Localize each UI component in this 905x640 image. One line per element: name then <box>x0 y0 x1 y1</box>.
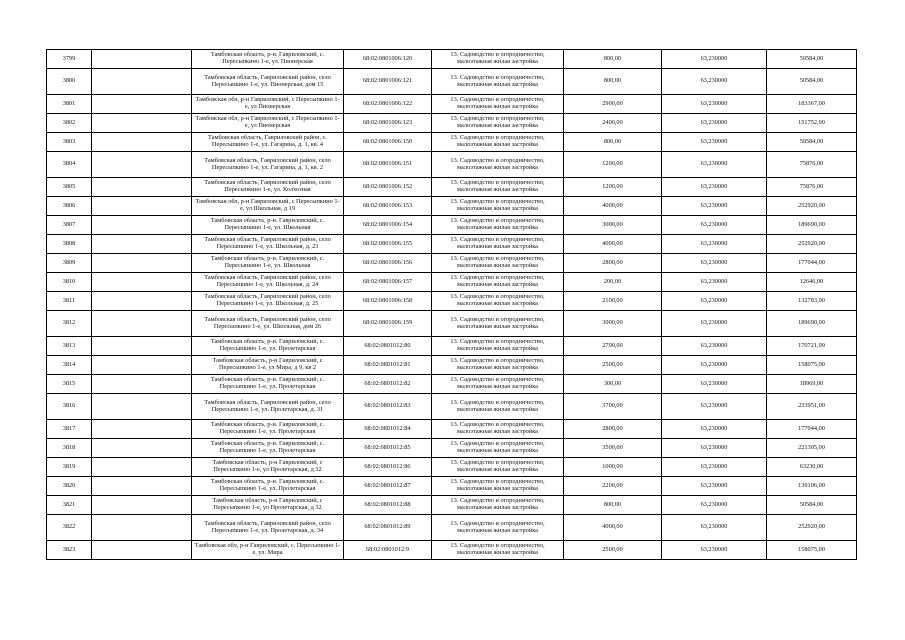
cell-blank <box>92 420 192 439</box>
cell-land-use: 13. Садоводство и огородничество, малоэтажная жилая застройка <box>432 178 564 197</box>
cell-specific-value: 63,230000 <box>662 133 767 152</box>
cell-specific-value: 63,230000 <box>662 394 767 420</box>
cell-area: 2800,00 <box>564 420 662 439</box>
cell-address: Тамбовская область, Гавриловский район, село Пересыпкино 1-е, ул. Колхозная <box>192 178 344 197</box>
cell-blank <box>92 197 192 216</box>
cell-cadastral-value: 170721,00 <box>767 337 857 356</box>
cell-row-number: 3808 <box>47 235 92 254</box>
cell-blank <box>92 394 192 420</box>
cell-blank <box>92 50 192 69</box>
cell-land-use: 13. Садоводство и огородничество, малоэтажная жилая застройка <box>432 515 564 541</box>
cell-cadastral-number: 68:02:0801006:158 <box>344 292 432 311</box>
cell-cadastral-number: 68:02:0801012:81 <box>344 356 432 375</box>
cell-land-use: 13. Садоводство и огородничество, малоэтажная жилая застройка <box>432 541 564 560</box>
cell-row-number: 3815 <box>47 375 92 394</box>
cell-cadastral-value: 158075,00 <box>767 541 857 560</box>
cell-cadastral-number: 68:02:0801012:88 <box>344 496 432 515</box>
cell-cadastral-number: 68:02:0801012:9 <box>344 541 432 560</box>
cell-area: 300,00 <box>564 375 662 394</box>
cell-area: 4000,00 <box>564 235 662 254</box>
cell-land-use: 13. Садоводство и огородничество, малоэтажная жилая застройка <box>432 394 564 420</box>
cell-cadastral-number: 68:02:0801012:89 <box>344 515 432 541</box>
cell-area: 3500,00 <box>564 439 662 458</box>
cell-blank <box>92 439 192 458</box>
cell-specific-value: 63,230000 <box>662 439 767 458</box>
cell-area: 4000,00 <box>564 197 662 216</box>
cell-row-number: 3822 <box>47 515 92 541</box>
cell-row-number: 3816 <box>47 394 92 420</box>
table-row <box>47 114 857 133</box>
cell-address: Тамбовская обл, р-н Гавриловский, с Пересыпкино 1-е, ул Школьная, д 19 <box>192 197 344 216</box>
cell-cadastral-number: 68:02:0801006:120 <box>344 50 432 69</box>
cell-cadastral-number: 68:02:0801006:152 <box>344 178 432 197</box>
cadastral-value-table <box>46 49 857 560</box>
cell-land-use: 13. Садоводство и огородничество, малоэтажная жилая застройка <box>432 311 564 337</box>
cell-area: 800,00 <box>564 69 662 95</box>
cell-specific-value: 63,230000 <box>662 420 767 439</box>
cell-row-number: 3812 <box>47 311 92 337</box>
cell-address: Тамбовская область, р-н Гавриловский, с Пересыпкино 1-е, ул Пролетарская, д 32 <box>192 458 344 477</box>
cell-land-use: 13. Садоводство и огородничество, малоэтажная жилая застройка <box>432 477 564 496</box>
cell-land-use: 13. Садоводство и огородничество, малоэтажная жилая застройка <box>432 114 564 133</box>
cell-area: 1200,00 <box>564 152 662 178</box>
cell-cadastral-number: 68:02:0801012:80 <box>344 337 432 356</box>
cell-blank <box>92 375 192 394</box>
cell-row-number: 3802 <box>47 114 92 133</box>
table-row <box>47 178 857 197</box>
cell-area: 2500,00 <box>564 356 662 375</box>
cell-blank <box>92 541 192 560</box>
table-row <box>47 515 857 541</box>
cell-blank <box>92 69 192 95</box>
cell-cadastral-value: 183367,00 <box>767 95 857 114</box>
cell-land-use: 13. Садоводство и огородничество, малоэтажная жилая застройка <box>432 235 564 254</box>
cell-blank <box>92 337 192 356</box>
cell-specific-value: 63,230000 <box>662 515 767 541</box>
cell-blank <box>92 356 192 375</box>
table-row <box>47 496 857 515</box>
cell-cadastral-number: 68:02:0801012:83 <box>344 394 432 420</box>
cell-cadastral-number: 68:02:0801006:153 <box>344 197 432 216</box>
table-row <box>47 394 857 420</box>
cell-cadastral-value: 158075,00 <box>767 356 857 375</box>
cell-cadastral-number: 68:02:0801012:85 <box>344 439 432 458</box>
cell-blank <box>92 254 192 273</box>
cell-cadastral-value: 75876,00 <box>767 178 857 197</box>
cell-cadastral-number: 68:02:0801006:122 <box>344 95 432 114</box>
table-row <box>47 292 857 311</box>
cell-area: 2100,00 <box>564 292 662 311</box>
cell-land-use: 13. Садоводство и огородничество, малоэтажная жилая застройка <box>432 197 564 216</box>
cell-address: Тамбовская обл, р-н Гавриловский, с Пересыпкино 1-е, ул Пионерская <box>192 114 344 133</box>
cell-area: 2200,00 <box>564 477 662 496</box>
cell-row-number: 3810 <box>47 273 92 292</box>
cell-address: Тамбовская область, р-н. Гавриловский, с. Пересыпкино 1-е, ул. Пролетарская <box>192 375 344 394</box>
cell-specific-value: 63,230000 <box>662 477 767 496</box>
cell-address: Тамбовская область, р-н. Гавриловский, с. Пересыпкино 1-е, ул. Пролетарская <box>192 477 344 496</box>
cell-specific-value: 63,230000 <box>662 50 767 69</box>
cell-cadastral-number: 68:02:0801006:154 <box>344 216 432 235</box>
cell-area: 2500,00 <box>564 541 662 560</box>
cell-cadastral-value: 63230,00 <box>767 458 857 477</box>
table-row <box>47 69 857 95</box>
cell-blank <box>92 178 192 197</box>
table-row <box>47 235 857 254</box>
cell-row-number: 3823 <box>47 541 92 560</box>
cell-address: Тамбовская область, р-н. Гавриловский, с. Пересыпкино 1-е, ул. Пролетарская <box>192 420 344 439</box>
cell-address: Тамбовская область, р-н. Гавриловский, с. Пересыпкино 1-е, ул. Пролетарская <box>192 439 344 458</box>
cell-blank <box>92 292 192 311</box>
cell-area: 3000,00 <box>564 216 662 235</box>
cell-blank <box>92 515 192 541</box>
cell-area: 3000,00 <box>564 311 662 337</box>
table-row <box>47 311 857 337</box>
cell-cadastral-value: 50584,00 <box>767 496 857 515</box>
table-row <box>47 273 857 292</box>
cell-blank <box>92 311 192 337</box>
cell-land-use: 13. Садоводство и огородничество, малоэтажная жилая застройка <box>432 254 564 273</box>
cell-row-number: 3811 <box>47 292 92 311</box>
cell-cadastral-value: 50584,00 <box>767 133 857 152</box>
cell-land-use: 13. Садоводство и огородничество, малоэтажная жилая застройка <box>432 496 564 515</box>
cell-address: Тамбовская обл, р-н Гавриловский, с. Пересыпкино 1-е, ул. Мира <box>192 541 344 560</box>
cell-area: 800,00 <box>564 50 662 69</box>
cell-cadastral-value: 50584,00 <box>767 50 857 69</box>
cell-blank <box>92 216 192 235</box>
cell-cadastral-value: 12646,00 <box>767 273 857 292</box>
cell-land-use: 13. Садоводство и огородничество, малоэтажная жилая застройка <box>432 375 564 394</box>
cell-address: Тамбовская область, Гавриловский район, село Пересыпкино 1-е, ул. Школьная, д. 23 <box>192 235 344 254</box>
cell-row-number: 3807 <box>47 216 92 235</box>
cell-specific-value: 63,230000 <box>662 95 767 114</box>
table-row <box>47 337 857 356</box>
cell-land-use: 13. Садоводство и огородничество, малоэтажная жилая застройка <box>432 50 564 69</box>
cell-blank <box>92 235 192 254</box>
cell-specific-value: 63,230000 <box>662 216 767 235</box>
cell-row-number: 3804 <box>47 152 92 178</box>
cell-land-use: 13. Садоводство и огородничество, малоэтажная жилая застройка <box>432 420 564 439</box>
cell-cadastral-number: 68:02:0801006:155 <box>344 235 432 254</box>
cell-area: 200,00 <box>564 273 662 292</box>
cell-address: Тамбовская область, р-н. Гавриловский, с. Пересыпкино 1-е, ул. Школьная <box>192 254 344 273</box>
cell-cadastral-value: 252920,00 <box>767 197 857 216</box>
cell-area: 2900,00 <box>564 95 662 114</box>
cell-cadastral-number: 68:02:0801012:87 <box>344 477 432 496</box>
cell-address: Тамбовская область, Гавриловский район, село Пересыпкино 1-е, ул. Гагарина, д. 1, кв. 2 <box>192 152 344 178</box>
cell-specific-value: 63,230000 <box>662 496 767 515</box>
cell-blank <box>92 273 192 292</box>
cell-address: Тамбовская область, Гавриловский район, село Пересыпкино 1-е, ул. Школьная, дом 26 <box>192 311 344 337</box>
table-row <box>47 50 857 69</box>
table-row <box>47 477 857 496</box>
cell-blank <box>92 152 192 178</box>
table-row <box>47 420 857 439</box>
table-row <box>47 439 857 458</box>
cell-cadastral-number: 68:02:0801012:86 <box>344 458 432 477</box>
cell-row-number: 3814 <box>47 356 92 375</box>
cell-specific-value: 63,230000 <box>662 235 767 254</box>
cell-address: Тамбовская область, р-н Гавриловский, с Пересыпкино 1-е, ул Мира, д 9, кв 2 <box>192 356 344 375</box>
cell-row-number: 3800 <box>47 69 92 95</box>
cell-address: Тамбовская область, р-н Гавриловский, с Пересыпкино 1-е, ул Пролетарская, д 32 <box>192 496 344 515</box>
cell-address: Тамбовская область, Гавриловский район, с. Пересыпкино 1-е, ул. Гагарина, д. 1, кв. 4 <box>192 133 344 152</box>
cell-cadastral-number: 68:02:0801006:121 <box>344 69 432 95</box>
cell-cadastral-number: 68:02:0801006:123 <box>344 114 432 133</box>
document-page <box>46 49 856 560</box>
cell-cadastral-number: 68:02:0801012:82 <box>344 375 432 394</box>
cell-address: Тамбовская обл, р-н Гавриловский, с Пересыпкино 1-е, ул Пионерская <box>192 95 344 114</box>
cell-cadastral-value: 189690,00 <box>767 311 857 337</box>
cell-blank <box>92 95 192 114</box>
cell-row-number: 3799 <box>47 50 92 69</box>
cell-cadastral-value: 233951,00 <box>767 394 857 420</box>
table-row <box>47 95 857 114</box>
cell-land-use: 13. Садоводство и огородничество, малоэтажная жилая застройка <box>432 439 564 458</box>
cell-cadastral-value: 189690,00 <box>767 216 857 235</box>
cell-land-use: 13. Садоводство и огородничество, малоэтажная жилая застройка <box>432 69 564 95</box>
cell-row-number: 3809 <box>47 254 92 273</box>
cell-blank <box>92 114 192 133</box>
cell-specific-value: 63,230000 <box>662 458 767 477</box>
cell-cadastral-value: 50584,00 <box>767 69 857 95</box>
cell-cadastral-value: 252920,00 <box>767 235 857 254</box>
cell-address: Тамбовская область, р-н. Гавриловский, с. Пересыпкино 1-е, ул. Школьная <box>192 216 344 235</box>
table-row <box>47 356 857 375</box>
cell-specific-value: 63,230000 <box>662 69 767 95</box>
cell-address: Тамбовская область, Гавриловский район, село Пересыпкино 1-е, ул. Школьная, д. 24 <box>192 273 344 292</box>
cell-land-use: 13. Садоводство и огородничество, малоэтажная жилая застройка <box>432 95 564 114</box>
cell-cadastral-number: 68:02:0801012:84 <box>344 420 432 439</box>
cell-specific-value: 63,230000 <box>662 178 767 197</box>
cell-land-use: 13. Садоводство и огородничество, малоэтажная жилая застройка <box>432 356 564 375</box>
table-row <box>47 152 857 178</box>
cell-row-number: 3805 <box>47 178 92 197</box>
cell-area: 800,00 <box>564 496 662 515</box>
cell-specific-value: 63,230000 <box>662 197 767 216</box>
cell-specific-value: 63,230000 <box>662 541 767 560</box>
cell-cadastral-value: 177044,00 <box>767 254 857 273</box>
cell-land-use: 13. Садоводство и огородничество, малоэтажная жилая застройка <box>432 337 564 356</box>
table-row <box>47 541 857 560</box>
cell-cadastral-number: 68:02:0801006:156 <box>344 254 432 273</box>
cell-address: Тамбовская область, Гавриловский район, село Пересыпкино 1-е, ул. Школьная, д. 25 <box>192 292 344 311</box>
cell-address: Тамбовская область, Гавриловский район, село Пересыпкино 1-е, ул. Пролетарская, д. 31 <box>192 394 344 420</box>
cell-area: 2400,00 <box>564 114 662 133</box>
cell-blank <box>92 133 192 152</box>
cell-specific-value: 63,230000 <box>662 292 767 311</box>
cell-row-number: 3803 <box>47 133 92 152</box>
cell-cadastral-value: 18969,00 <box>767 375 857 394</box>
cell-specific-value: 63,230000 <box>662 311 767 337</box>
cell-land-use: 13. Садоводство и огородничество, малоэтажная жилая застройка <box>432 458 564 477</box>
cell-specific-value: 63,230000 <box>662 273 767 292</box>
cell-blank <box>92 496 192 515</box>
cell-row-number: 3806 <box>47 197 92 216</box>
cell-row-number: 3817 <box>47 420 92 439</box>
table-body <box>47 50 857 560</box>
table-row <box>47 254 857 273</box>
cell-cadastral-value: 132783,00 <box>767 292 857 311</box>
cell-cadastral-number: 68:02:0801006:157 <box>344 273 432 292</box>
cell-address: Тамбовская область, р-н. Гавриловский, с. Пересыпкино 1-е, ул. Пролетарская <box>192 337 344 356</box>
cell-specific-value: 63,230000 <box>662 375 767 394</box>
cell-cadastral-value: 75876,00 <box>767 152 857 178</box>
cell-area: 800,00 <box>564 133 662 152</box>
cell-area: 1200,00 <box>564 178 662 197</box>
cell-land-use: 13. Садоводство и огородничество, малоэтажная жилая застройка <box>432 133 564 152</box>
cell-row-number: 3801 <box>47 95 92 114</box>
cell-cadastral-value: 151752,00 <box>767 114 857 133</box>
cell-cadastral-value: 221305,00 <box>767 439 857 458</box>
cell-row-number: 3819 <box>47 458 92 477</box>
cell-area: 4000,00 <box>564 515 662 541</box>
cell-specific-value: 63,230000 <box>662 152 767 178</box>
cell-specific-value: 63,230000 <box>662 337 767 356</box>
cell-land-use: 13. Садоводство и огородничество, малоэтажная жилая застройка <box>432 152 564 178</box>
cell-area: 2800,00 <box>564 254 662 273</box>
cell-area: 3700,00 <box>564 394 662 420</box>
cell-row-number: 3813 <box>47 337 92 356</box>
cell-land-use: 13. Садоводство и огородничество, малоэтажная жилая застройка <box>432 216 564 235</box>
cell-specific-value: 63,230000 <box>662 254 767 273</box>
cell-cadastral-number: 68:02:0801006:151 <box>344 152 432 178</box>
table-row <box>47 458 857 477</box>
table-row <box>47 216 857 235</box>
cell-blank <box>92 477 192 496</box>
cell-land-use: 13. Садоводство и огородничество, малоэтажная жилая застройка <box>432 292 564 311</box>
cell-address: Тамбовская область, р-н. Гавриловский, с. Пересыпкино 1-е, ул. Пионерская <box>192 50 344 69</box>
cell-row-number: 3820 <box>47 477 92 496</box>
cell-cadastral-value: 177044,00 <box>767 420 857 439</box>
cell-cadastral-value: 252920,00 <box>767 515 857 541</box>
table-row <box>47 197 857 216</box>
cell-specific-value: 63,230000 <box>662 356 767 375</box>
cell-area: 2700,00 <box>564 337 662 356</box>
cell-area: 1000,00 <box>564 458 662 477</box>
cell-row-number: 3821 <box>47 496 92 515</box>
cell-cadastral-number: 68:02:0801006:159 <box>344 311 432 337</box>
table-row <box>47 375 857 394</box>
cell-cadastral-value: 139106,00 <box>767 477 857 496</box>
cell-address: Тамбовская область, Гавриловский район, село Пересыпкино 1-е, ул. Пролетарская, д. 34 <box>192 515 344 541</box>
cell-cadastral-number: 68:02:0801006:150 <box>344 133 432 152</box>
cell-address: Тамбовская область, Гавриловский район, село Пересыпкино 1-е, ул. Пионерская, дом 15 <box>192 69 344 95</box>
cell-land-use: 13. Садоводство и огородничество, малоэтажная жилая застройка <box>432 273 564 292</box>
cell-row-number: 3818 <box>47 439 92 458</box>
table-row <box>47 133 857 152</box>
cell-blank <box>92 458 192 477</box>
cell-specific-value: 63,230000 <box>662 114 767 133</box>
